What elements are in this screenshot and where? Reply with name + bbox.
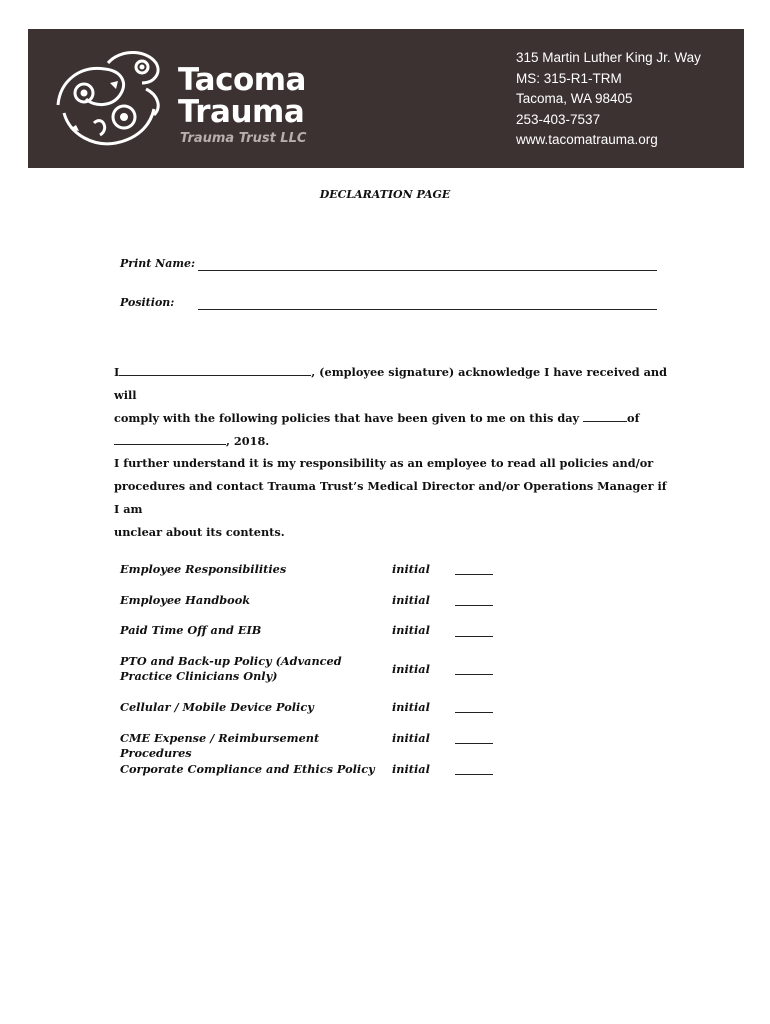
ack-line-3 [114, 430, 674, 453]
ack-year: , 2018. [226, 434, 270, 448]
brand-name-line2: Trauma [178, 94, 305, 130]
day-field[interactable] [583, 411, 627, 422]
policy-name-cme-expense: CME Expense / Reimbursement Procedures [120, 731, 320, 760]
address-mailstop: MS: 315-R1-TRM [516, 70, 622, 86]
policy-initial-field[interactable] [455, 636, 493, 637]
address-block [516, 48, 701, 151]
position-field[interactable] [198, 309, 657, 310]
understand-line-3: unclear about its contents. [114, 525, 285, 539]
ack-line-1 [114, 361, 674, 407]
acknowledgement-paragraph [114, 361, 674, 453]
page-title: DECLARATION PAGE [319, 188, 451, 201]
policy-name-employee-responsibilities: Employee Responsibilities [120, 562, 287, 576]
policy-initial-label: initial [392, 762, 430, 776]
policy-initial-field[interactable] [455, 743, 493, 744]
policy-initial-field[interactable] [455, 574, 493, 575]
policy-initial-label: initial [392, 662, 430, 676]
policy-name-employee-handbook: Employee Handbook [120, 593, 251, 607]
address-street: 315 Martin Luther King Jr. Way [516, 50, 701, 65]
policy-initial-field[interactable] [455, 774, 493, 775]
understanding-paragraph [114, 452, 674, 544]
policy-name-paid-time-off: Paid Time Off and EIB [120, 623, 262, 637]
policy-initial-field[interactable] [455, 674, 493, 675]
policy-name-cellular-device: Cellular / Mobile Device Policy [120, 700, 314, 714]
print-name-label: Print Name: [120, 257, 196, 270]
policy-initial-field[interactable] [455, 605, 493, 606]
letterhead-banner [28, 29, 744, 168]
policy-initial-label: initial [392, 700, 430, 714]
ack-of: of [627, 411, 640, 425]
print-name-field[interactable] [198, 270, 657, 271]
policy-initial-label: initial [392, 593, 430, 607]
native-art-logo-icon [50, 43, 170, 153]
policy-initial-label: initial [392, 731, 430, 745]
address-city: Tacoma, WA 98405 [516, 91, 633, 106]
signature-field[interactable] [119, 365, 311, 376]
position-label: Position: [120, 296, 175, 309]
month-field[interactable] [114, 434, 226, 445]
address-phone: 253-403-7537 [516, 111, 601, 127]
address-website: www.tacomatrauma.org [516, 132, 658, 147]
understand-line-2: procedures and contact Trauma Trust’s Medical Director and/or Operations Manager if I am [114, 479, 667, 516]
policy-initial-label: initial [392, 623, 430, 637]
understand-line-1: I further understand it is my responsibility as an employee to read all policies and/or [114, 456, 654, 470]
brand-name-line1: Tacoma [178, 62, 306, 98]
ack-i: I [114, 365, 120, 379]
ack-text-1: , (employee signature) acknowledge I have received and will [114, 365, 668, 402]
policy-name-corporate-compliance: Corporate Compliance and Ethics Policy [120, 762, 375, 776]
ack-text-2: comply with the following policies that have been given to me on this day [114, 411, 580, 425]
policy-initial-label: initial [392, 562, 430, 576]
ack-line-2 [114, 407, 674, 430]
policy-name-pto-backup: PTO and Back-up Policy (Advanced Practice Clinicians Only) [120, 654, 342, 683]
brand-subtitle: Trauma Trust LLC [180, 131, 307, 146]
policy-initial-field[interactable] [455, 712, 493, 713]
